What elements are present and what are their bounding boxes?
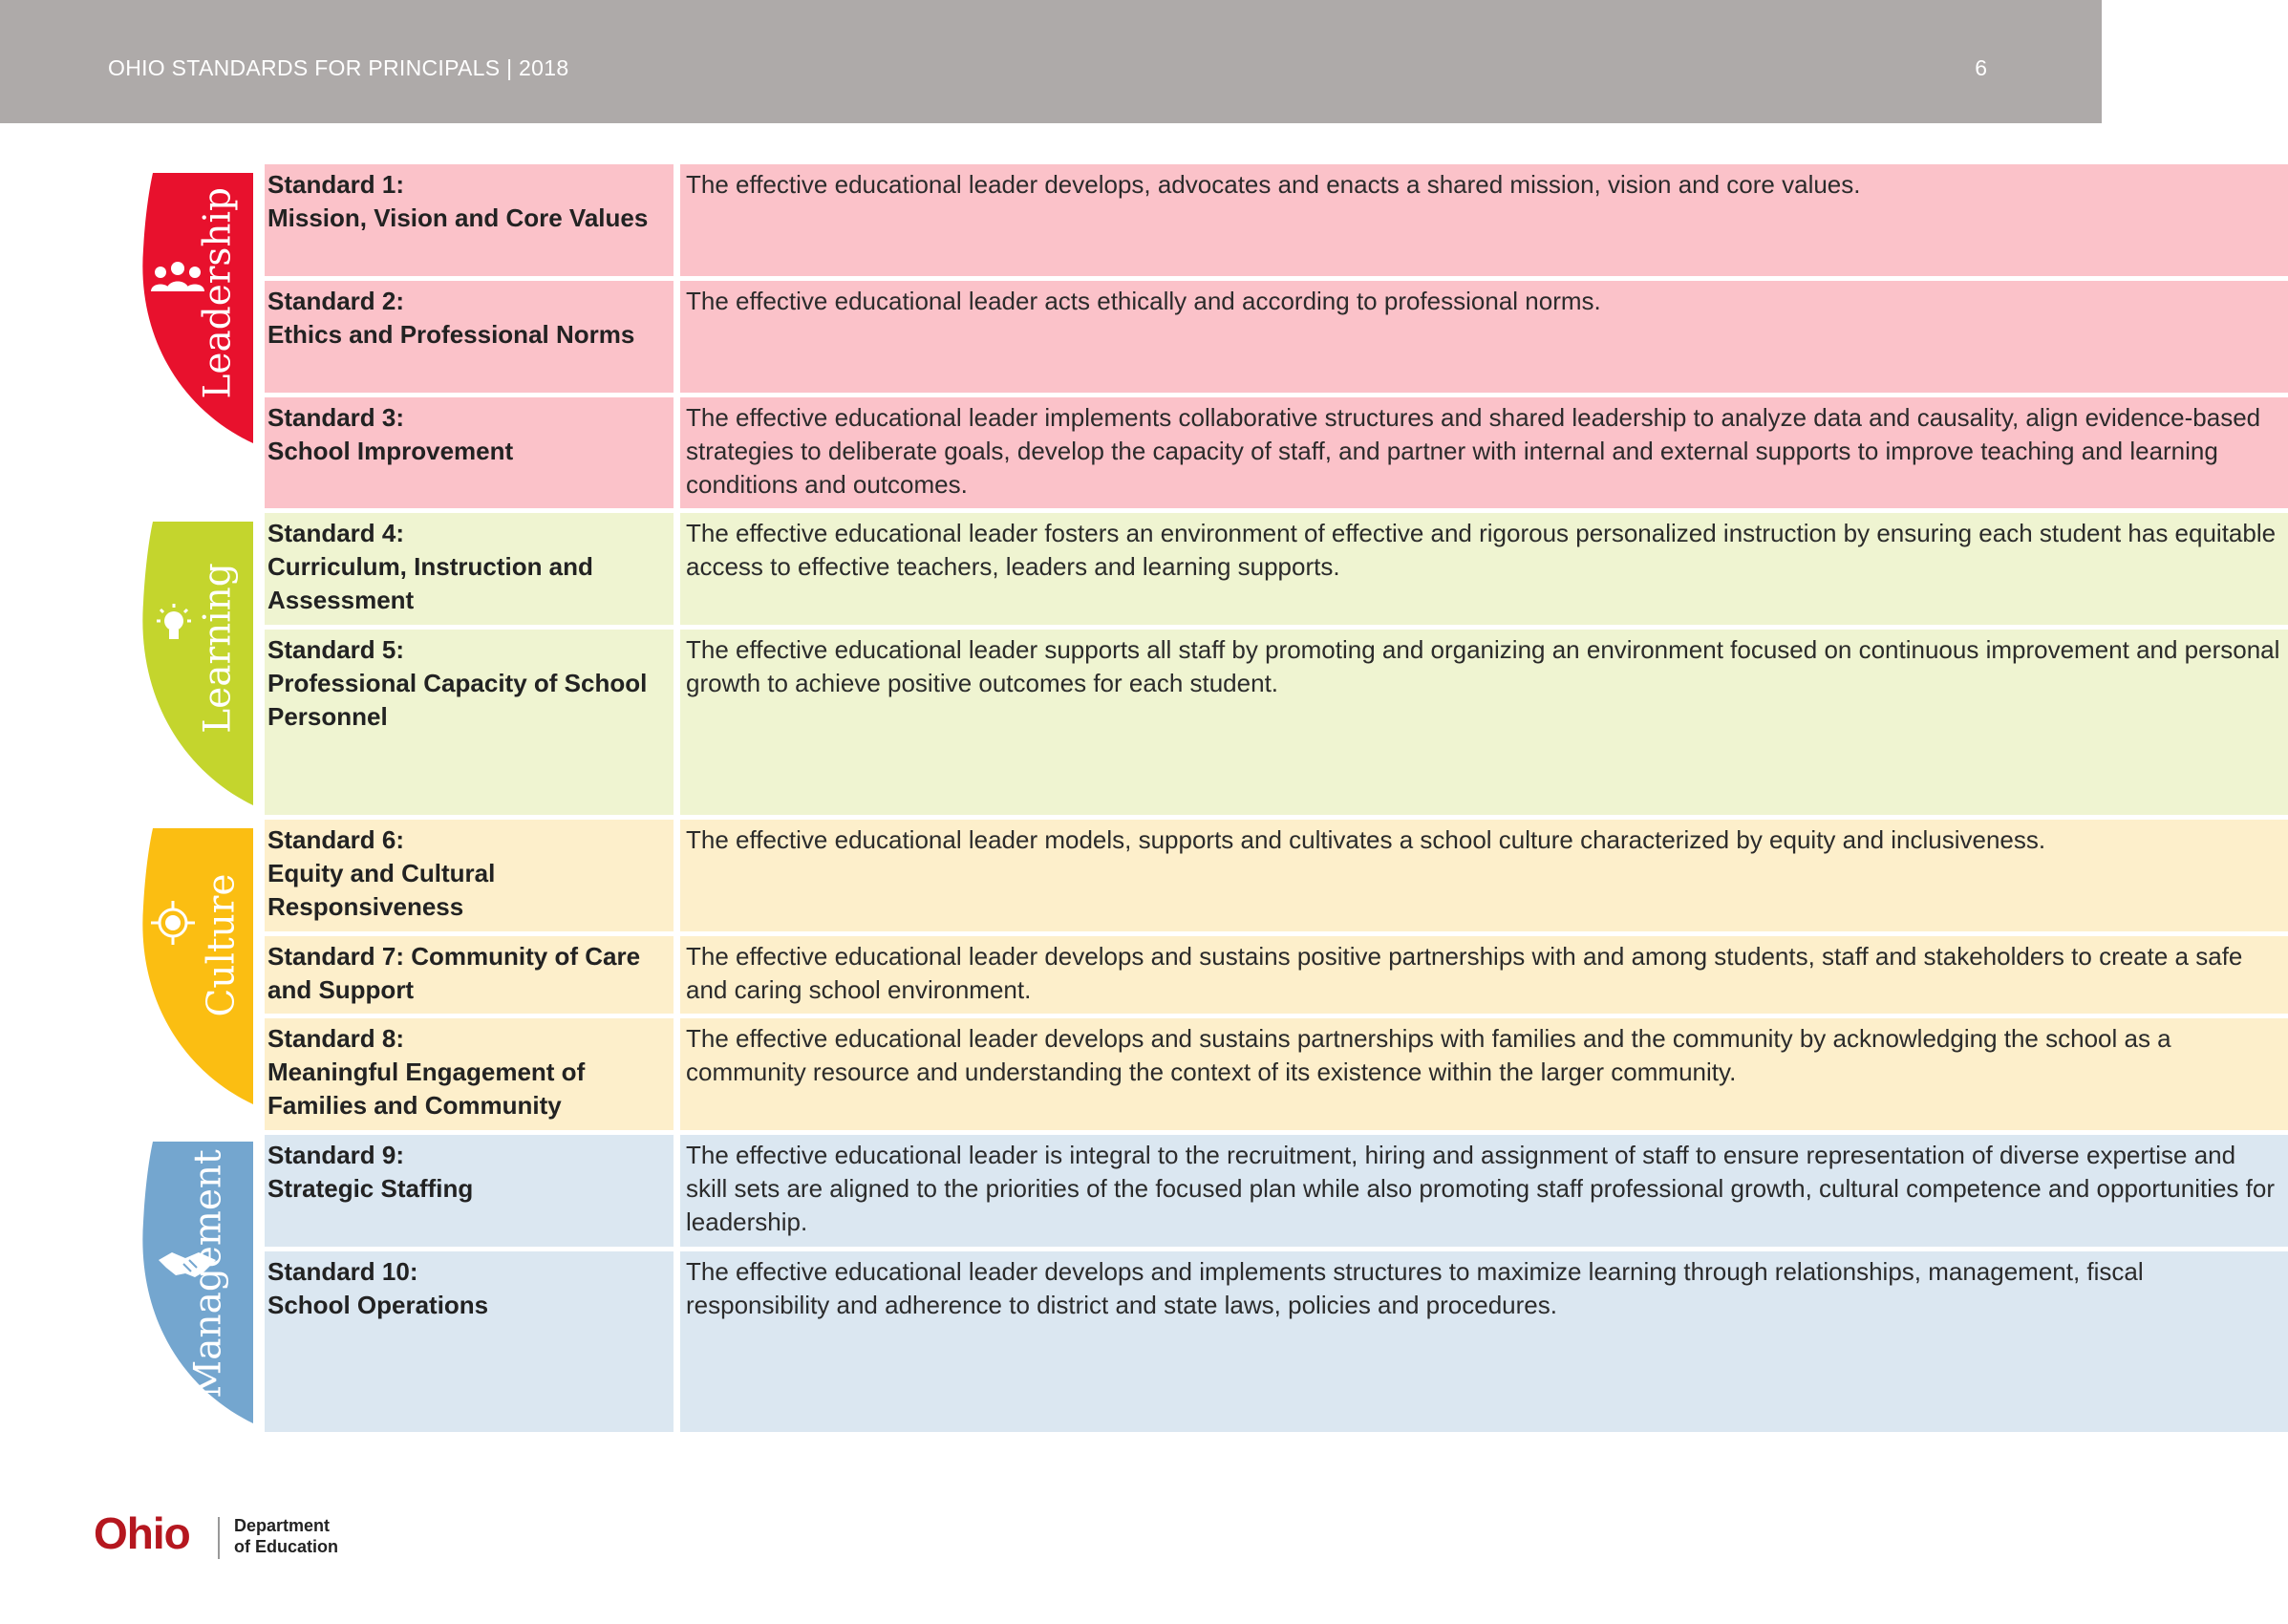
standard-number: Standard 4: (267, 519, 405, 547)
department-line-1: Department (234, 1516, 331, 1535)
standard-description: The effective educational leader acts ethically and according to professional norms. (686, 287, 1601, 315)
standard-description: The effective educational leader develops and sustains partnerships with families and the community by acknowledging the school as a community resource and understanding the context of its existence within the larger community. (686, 1024, 2171, 1086)
standard-number: Standard 7: (267, 942, 405, 971)
standard-number: Standard 8: (267, 1024, 405, 1053)
standard-title-cell (265, 513, 674, 625)
department-line-2: of Education (234, 1537, 338, 1556)
standard-title-cell (265, 397, 674, 508)
standard-description: The effective educational leader develops, advocates and enacts a shared mission, vision and core values. (686, 170, 1861, 199)
logo-divider (218, 1517, 220, 1559)
document-title: OHIO STANDARDS FOR PRINCIPALS | 2018 (108, 55, 569, 80)
tab-label-leadership: Leadership (196, 187, 240, 399)
standard-description: The effective educational leader supports all staff by promoting and organizing an environment focused on continuous improvement and personal growth to achieve positive outcomes for each student. (686, 635, 2280, 697)
tab-culture (132, 828, 253, 1104)
standard-description: The effective educational leader develops and implements structures to maximize learning through relationships, management, fiscal responsibility and adherence to district and state laws, policies and procedures. (686, 1257, 2144, 1319)
tab-label-culture: Culture (200, 873, 244, 1017)
standard-description-cell (680, 397, 2288, 508)
standard-name: Equity and Cultural Responsiveness (267, 859, 496, 921)
standard-title-cell (265, 1251, 674, 1432)
standard-name: Curriculum, Instruction and Assessment (267, 552, 593, 614)
standard-name: School Operations (267, 1291, 489, 1319)
tab-label-learning: Learning (196, 563, 240, 734)
standard-name: Professional Capacity of School Personnel (267, 669, 648, 731)
tab-leadership (132, 173, 253, 443)
standard-name: Meaningful Engagement of Families and Community (267, 1058, 586, 1120)
standard-description: The effective educational leader fosters an environment of effective and rigorous personalized instruction by ensuring each student has equitable access to effective teachers, leaders and learning supports. (686, 519, 2277, 581)
tab-label-management: Management (186, 1149, 230, 1399)
standard-description-cell (680, 1018, 2288, 1130)
standard-description-cell (680, 936, 2288, 1014)
standard-title-cell (265, 630, 674, 815)
standard-description: The effective educational leader implements collaborative structures and shared leadership to analyze data and causality, align evidence-based strategies to deliberate goals, develop the capacity of staff, and partner with internal and external supports to improve teaching and learning conditions and outcomes. (686, 403, 2261, 499)
standard-description-cell (680, 164, 2288, 276)
standard-name: School Improvement (267, 437, 514, 465)
standard-description-cell (680, 630, 2288, 815)
standard-title-cell (265, 1018, 674, 1130)
standard-title-cell (265, 1135, 674, 1247)
standard-name: Mission, Vision and Core Values (267, 203, 649, 232)
standard-number: Standard 5: (267, 635, 405, 664)
standard-name: Strategic Staffing (267, 1174, 474, 1203)
tab-learning (132, 522, 253, 805)
page-number: 6 (1975, 55, 1987, 80)
logo-department-text (234, 1515, 387, 1557)
standard-name: Ethics and Professional Norms (267, 320, 635, 349)
standard-number: Standard 10: (267, 1257, 418, 1286)
standard-description: The effective educational leader develops and sustains positive partnerships with and among students, staff and stakeholders to create a safe and caring school environment. (686, 942, 2243, 1004)
standard-description-cell (680, 513, 2288, 625)
standard-description-cell (680, 820, 2288, 931)
page-header (0, 0, 2102, 123)
standard-title-cell (265, 820, 674, 931)
standard-description: The effective educational leader models, supports and cultivates a school culture characterized by equity and inclusiveness. (686, 825, 2046, 854)
standard-description-cell (680, 1135, 2288, 1247)
standard-description-cell (680, 281, 2288, 393)
standard-number: Standard 1: (267, 170, 405, 199)
logo-word: Ohio (94, 1508, 190, 1558)
standard-number: Standard 2: (267, 287, 405, 315)
globe-icon (149, 899, 197, 951)
tab-management (132, 1142, 253, 1423)
standard-number: Standard 3: (267, 403, 405, 432)
standard-number: Standard 6: (267, 825, 405, 854)
standard-description-cell (680, 1251, 2288, 1432)
standard-name: Community of Care and Support (267, 942, 641, 1004)
standard-title-cell (265, 936, 674, 1014)
standard-description: The effective educational leader is integral to the recruitment, hiring and assignment of staff to ensure representation of diverse expertise and skill sets are aligned to the priorities of the focused plan while also promoting staff professional growth, cultural competence and opportunities for leadership. (686, 1141, 2275, 1236)
lightbulb-icon (155, 602, 193, 652)
standard-title-cell (265, 164, 674, 276)
standard-number: Standard 9: (267, 1141, 405, 1169)
standard-title-cell (265, 281, 674, 393)
